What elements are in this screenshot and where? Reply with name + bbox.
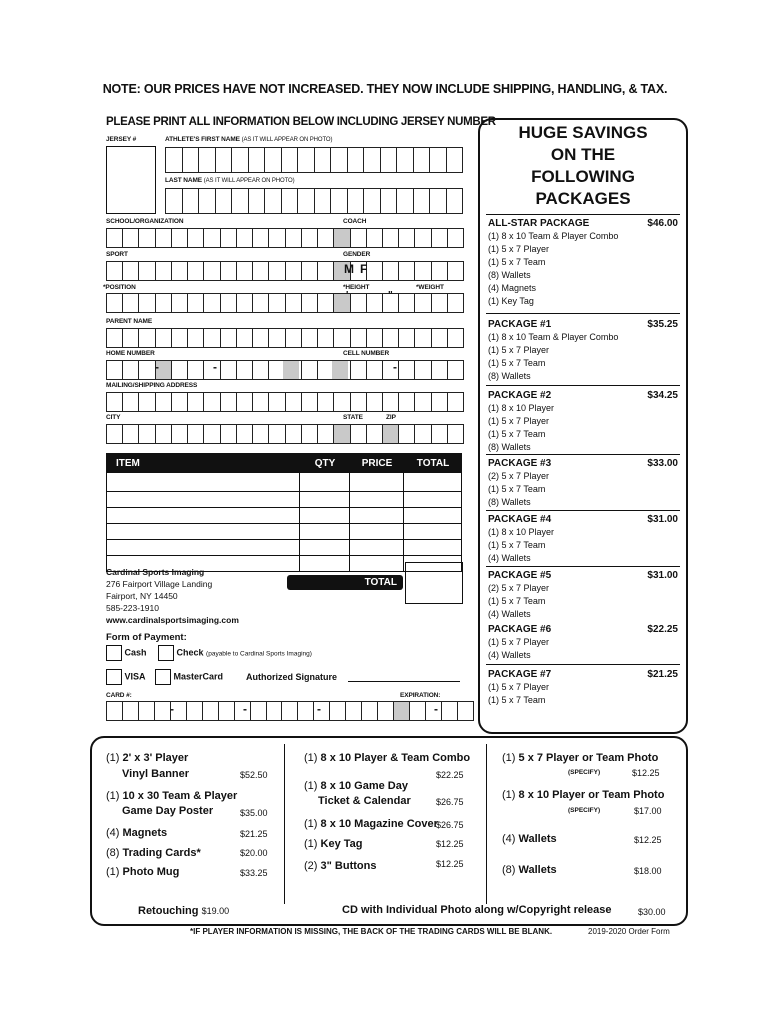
school-label: SCHOOL/ORGANIZATION: [106, 218, 184, 225]
print-instructions: PLEASE PRINT ALL INFORMATION BELOW INCLUDING JERSEY NUMBER: [106, 116, 496, 128]
mastercard-checkbox[interactable]: [155, 669, 171, 685]
extra-photo-mug[interactable]: (1) Photo Mug: [106, 866, 180, 878]
first-name-label: ATHLETE'S FIRST NAME (AS IT WILL APPEAR ON PHOTO): [165, 136, 333, 143]
extra-price: $17.00: [634, 806, 662, 816]
item-header: ITEM: [116, 457, 140, 469]
extra-price: $30.00: [638, 907, 666, 917]
mastercard-option[interactable]: [155, 669, 223, 685]
card-dash: -: [243, 702, 247, 716]
order-table-header: [106, 453, 462, 473]
extra-price: $20.00: [240, 848, 268, 858]
company-name: Cardinal Sports Imaging: [106, 567, 205, 577]
signature-line[interactable]: [348, 681, 460, 682]
extra-8-wallets[interactable]: (8) Wallets: [502, 864, 557, 876]
check-label: Check: [176, 647, 204, 658]
table-row[interactable]: [106, 524, 462, 540]
phone-dash: -: [213, 360, 217, 374]
footer-warning: *IF PLAYER INFORMATION IS MISSING, THE BACK OF THE TRADING CARDS WILL BE BLANK.: [190, 927, 553, 936]
extra-magnets[interactable]: (4) Magnets: [106, 827, 168, 839]
height-label: *HEIGHT: [343, 284, 370, 291]
extra-price: $35.00: [240, 808, 268, 818]
cell-number-label: CELL NUMBER: [343, 350, 390, 357]
extra-vinyl-banner[interactable]: (1) 2' x 3' Player: [106, 752, 189, 764]
phone-separator: [283, 361, 299, 379]
position-height-weight-boxes[interactable]: [106, 293, 464, 313]
extra-ticket-calendar[interactable]: (1) 8 x 10 Game Day: [304, 780, 408, 792]
qty-header: QTY: [314, 457, 336, 469]
packages-panel: [478, 118, 688, 734]
card-label: CARD #:: [106, 692, 132, 699]
city-label: CITY: [106, 414, 121, 421]
extra-poster-line2: Game Day Poster: [122, 805, 214, 817]
price-header: PRICE: [361, 457, 393, 469]
extra-8x10-photo[interactable]: (1) 8 x 10 Player or Team Photo: [502, 789, 665, 801]
card-dash: -: [317, 702, 321, 716]
extra-price: $22.25: [436, 770, 464, 780]
extra-price: $12.25: [436, 859, 464, 869]
jersey-label: JERSEY #: [106, 136, 137, 143]
extra-key-tag[interactable]: (1) Key Tag: [304, 838, 363, 850]
total-box[interactable]: [405, 562, 463, 604]
extra-price: $33.25: [240, 868, 268, 878]
parent-name-boxes[interactable]: [106, 328, 464, 348]
sport-gender-boxes[interactable]: [106, 261, 464, 281]
extra-game-day-poster[interactable]: (1) 10 x 30 Team & Player: [106, 790, 238, 802]
extras-divider: [486, 744, 487, 904]
extra-5x7-photo[interactable]: (1) 5 x 7 Player or Team Photo: [502, 752, 659, 764]
card-number-boxes[interactable]: [106, 701, 474, 721]
state-label: STATE: [343, 414, 363, 421]
inches-mark: ": [388, 290, 393, 301]
sport-label: SPORT: [106, 251, 128, 258]
package-2[interactable]: PACKAGE #2 $34.25 (1) 8 x 10 Player (1) 5 x 7 Player (1) 5 x 7 Team (8) Wallets: [488, 390, 678, 452]
weight-label: *WEIGHT: [416, 284, 444, 291]
last-name-boxes[interactable]: [165, 188, 463, 214]
visa-label: VISA: [124, 671, 146, 682]
company-street: 276 Fairport Village Landing: [106, 579, 213, 589]
extra-price: $12.25: [436, 839, 464, 849]
specify-label: (SPECIFY): [568, 807, 601, 814]
total-label: TOTAL: [287, 575, 403, 590]
zip-label: ZIP: [386, 414, 396, 421]
extra-retouching[interactable]: Retouching $19.00: [138, 905, 230, 917]
table-row[interactable]: [106, 508, 462, 524]
extra-price: $26.75: [436, 820, 464, 830]
extra-buttons[interactable]: (2) 3" Buttons: [304, 860, 377, 872]
visa-checkbox[interactable]: [106, 669, 122, 685]
position-label: *POSITION: [103, 284, 136, 291]
extra-magazine-cover[interactable]: (1) 8 x 10 Magazine Cover: [304, 818, 438, 830]
phone-separator: [332, 361, 348, 379]
extra-price: $21.25: [240, 829, 268, 839]
parent-name-label: PARENT NAME: [106, 318, 153, 325]
card-dash: -: [170, 702, 174, 716]
payment-title: Form of Payment:: [106, 632, 187, 643]
gender-m[interactable]: M: [344, 262, 354, 276]
company-address: [106, 566, 212, 614]
extra-price: $52.50: [240, 770, 268, 780]
extras-box: [90, 736, 688, 926]
extra-price: $18.00: [634, 866, 662, 876]
extra-price: $12.25: [634, 835, 662, 845]
cash-label: Cash: [124, 647, 147, 658]
company-website[interactable]: www.cardinalsportsimaging.com: [106, 615, 239, 625]
gender-f[interactable]: F: [360, 262, 368, 276]
package-allstar[interactable]: ALL-STAR PACKAGE $46.00 (1) 8 x 10 Team & Player Combo (1) 5 x 7 Player (1) 5 x 7 Team (8) Wallets (4) Magnets (1) Key Tag: [488, 218, 678, 306]
company-phone: 585-223-1910: [106, 603, 159, 613]
check-option[interactable]: [158, 645, 312, 661]
order-table: [106, 453, 462, 572]
phone-dash: -: [393, 360, 397, 374]
mailing-address-label: MAILING/SHIPPING ADDRESS: [106, 382, 198, 389]
cash-checkbox[interactable]: [106, 645, 122, 661]
extra-cd-copyright[interactable]: CD with Individual Photo along w/Copyright release: [342, 904, 612, 916]
visa-option[interactable]: [106, 669, 146, 685]
extra-team-combo[interactable]: (1) 8 x 10 Player & Team Combo: [304, 752, 471, 764]
specify-label: (SPECIFY): [568, 769, 601, 776]
extra-4-wallets[interactable]: (4) Wallets: [502, 833, 557, 845]
school-coach-boxes[interactable]: [106, 228, 464, 248]
feet-mark: ': [346, 290, 349, 301]
package-1[interactable]: PACKAGE #1 $35.25 (1) 8 x 10 Team & Player Combo (1) 5 x 7 Player (1) 5 x 7 Team (8) Wallets: [488, 319, 678, 381]
card-dash: -: [434, 702, 438, 716]
mailing-address-boxes[interactable]: [106, 392, 464, 412]
expiration-label: EXPIRATION:: [400, 692, 441, 699]
huge-savings-title: HUGE SAVINGS ON THE FOLLOWING PACKAGES: [518, 123, 648, 208]
check-checkbox[interactable]: [158, 645, 174, 661]
package-7[interactable]: PACKAGE #7 $21.25 (1) 5 x 7 Player (1) 5 x 7 Team: [488, 669, 678, 705]
gender-label: GENDER: [343, 251, 371, 258]
table-row[interactable]: [106, 476, 462, 492]
extra-trading-cards[interactable]: (8) Trading Cards*: [106, 847, 201, 859]
table-row[interactable]: [106, 540, 462, 556]
cash-option[interactable]: [106, 645, 147, 661]
company-city: Fairport, NY 14450: [106, 591, 178, 601]
check-note: (payable to Cardinal Sports Imaging): [206, 650, 312, 658]
extras-divider: [284, 744, 285, 904]
table-row[interactable]: [106, 492, 462, 508]
home-number-label: HOME NUMBER: [106, 350, 155, 357]
city-state-zip-boxes[interactable]: [106, 424, 464, 444]
total-header: TOTAL: [416, 457, 450, 469]
extra-price: $26.75: [436, 797, 464, 807]
first-name-boxes[interactable]: [165, 147, 463, 173]
price-note: NOTE: OUR PRICES HAVE NOT INCREASED. THEY NOW INCLUDE SHIPPING, HANDLING, & TAX.: [102, 82, 668, 96]
package-6[interactable]: PACKAGE #6 $22.25 (1) 5 x 7 Player (4) Wallets: [488, 624, 678, 660]
mastercard-label: MasterCard: [173, 671, 224, 682]
form-year: 2019-2020 Order Form: [588, 927, 670, 936]
extra-vinyl-banner-line2: Vinyl Banner: [122, 768, 190, 780]
package-3[interactable]: PACKAGE #3 $33.00 (2) 5 x 7 Player (1) 5 x 7 Team (8) Wallets: [488, 458, 678, 507]
signature-label: Authorized Signature: [246, 672, 338, 682]
coach-label: COACH: [343, 218, 367, 225]
extra-price: $12.25: [632, 768, 660, 778]
package-5[interactable]: PACKAGE #5 $31.00 (2) 5 x 7 Player (1) 5 x 7 Team (4) Wallets: [488, 570, 678, 619]
package-4[interactable]: PACKAGE #4 $31.00 (1) 8 x 10 Player (1) 5 x 7 Team (4) Wallets: [488, 514, 678, 563]
extra-ticket-line2: Ticket & Calendar: [318, 795, 411, 807]
phone-dash: -: [155, 360, 159, 374]
last-name-label: LAST NAME (AS IT WILL APPEAR ON PHOTO): [165, 177, 295, 184]
jersey-number-box[interactable]: [106, 146, 156, 214]
